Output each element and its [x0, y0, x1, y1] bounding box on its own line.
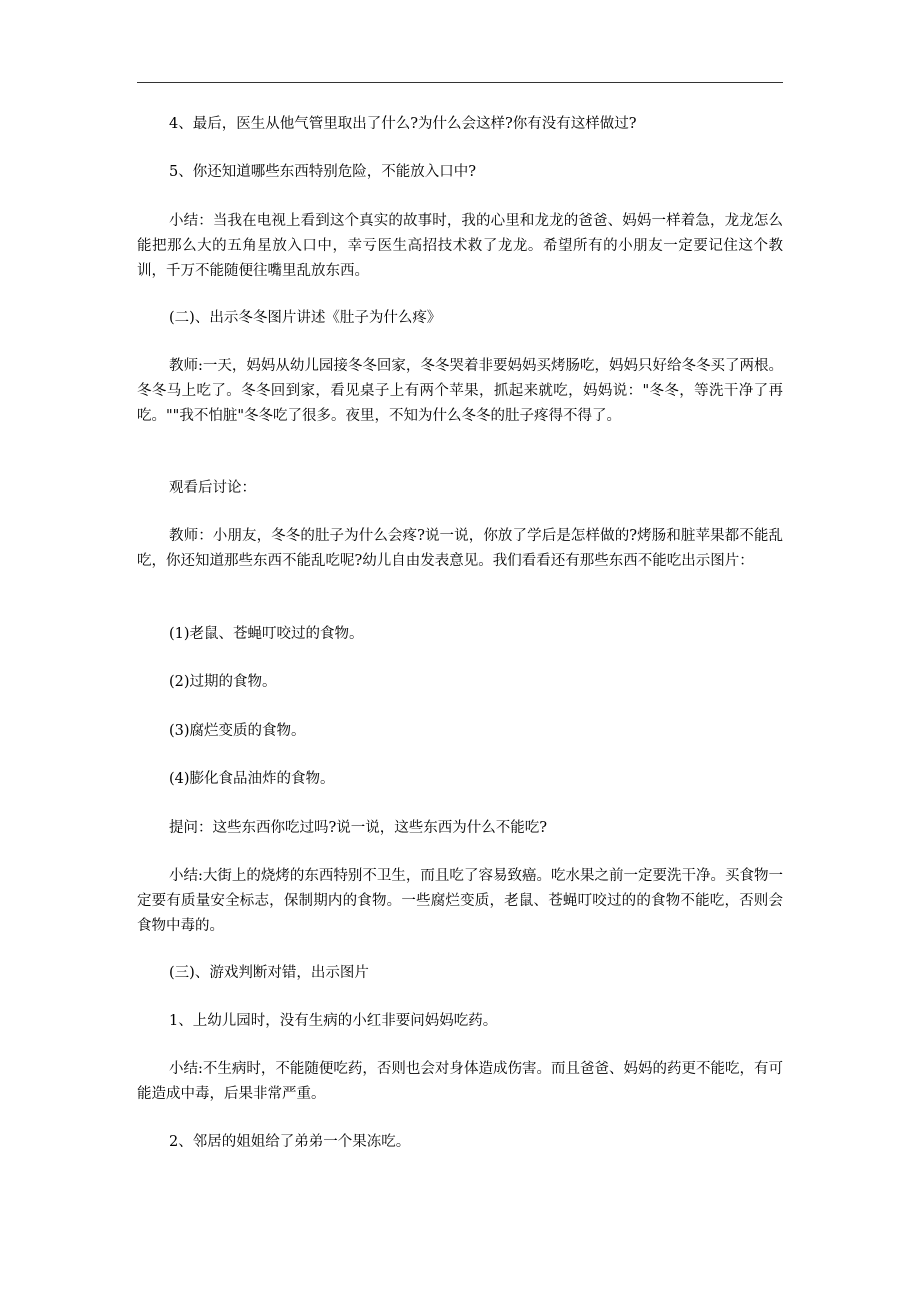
list-item-4: (4)膨化食品油炸的食物。: [169, 771, 335, 787]
game-item-2: 2、邻居的姐姐给了弟弟一个果冻吃。: [169, 1134, 411, 1150]
section-2-heading: (二)、出示冬冬图片讲述《肚子为什么疼》: [169, 310, 442, 326]
summary-3: 小结:不生病时，不能随便吃药，否则也会对身体造成伤害。而且爸爸、妈妈的药更不能吃，有可能造成中毒，后果非常严重。: [137, 1061, 783, 1102]
teacher-question: 教师：小朋友，冬冬的肚子为什么会疼?说一说，你放了学后是怎样做的?烤肠和脏苹果都不能乱吃，你还知道那些东西不能乱吃呢?幼儿自由发表意见。我们看看还有那些东西不能吃出示图片：: [137, 528, 783, 569]
summary-1: 小结：当我在电视上看到这个真实的故事时，我的心里和龙龙的爸爸、妈妈一样着急，龙龙怎么能把那么大的五角星放入口中，幸亏医生高招技术救了龙龙。希望所有的小朋友一定要记住这个教训，千万不能随便往嘴里乱放东西。: [137, 213, 783, 279]
summary-2: 小结:大街上的烧烤的东西特别不卫生，而且吃了容易致癌。吃水果之前一定要洗干净。买食物一定要有质量安全标志，保制期内的食物。一些腐烂变质，老鼠、苍蝇叮咬过的的食物不能吃，否则会食物中毒的。: [137, 868, 783, 934]
list-item-2: (2)过期的食物。: [169, 674, 277, 690]
section-3-heading: (三)、游戏判断对错，出示图片: [169, 965, 369, 981]
header-rule: [137, 82, 783, 83]
discussion-label: 观看后讨论：: [169, 480, 256, 496]
teacher-story: 教师:一天，妈妈从幼儿园接冬冬回家，冬冬哭着非要妈妈买烤肠吃，妈妈只好给冬冬买了两根。冬冬马上吃了。冬冬回到家，看见桌子上有两个苹果，抓起来就吃，妈妈说："冬冬，等洗干净了再吃。""我不怕脏"冬冬吃了很多。夜里，不知为什么冬冬的肚子疼得不得了。: [137, 358, 783, 424]
game-item-1: 1、上幼儿园时，没有生病的小红非要问妈妈吃药。: [169, 1013, 498, 1029]
question-4: 4、最后，医生从他气管里取出了什么?为什么会这样?你有没有这样做过?: [169, 116, 637, 132]
question-5: 5、你还知道哪些东西特别危险，不能放入口中?: [169, 164, 476, 180]
list-item-3: (3)腐烂变质的食物。: [169, 723, 306, 739]
question-prompt: 提问：这些东西你吃过吗?说一说，这些东西为什么不能吃?: [169, 820, 548, 836]
list-item-1: (1)老鼠、苍蝇叮咬过的食物。: [169, 626, 364, 642]
